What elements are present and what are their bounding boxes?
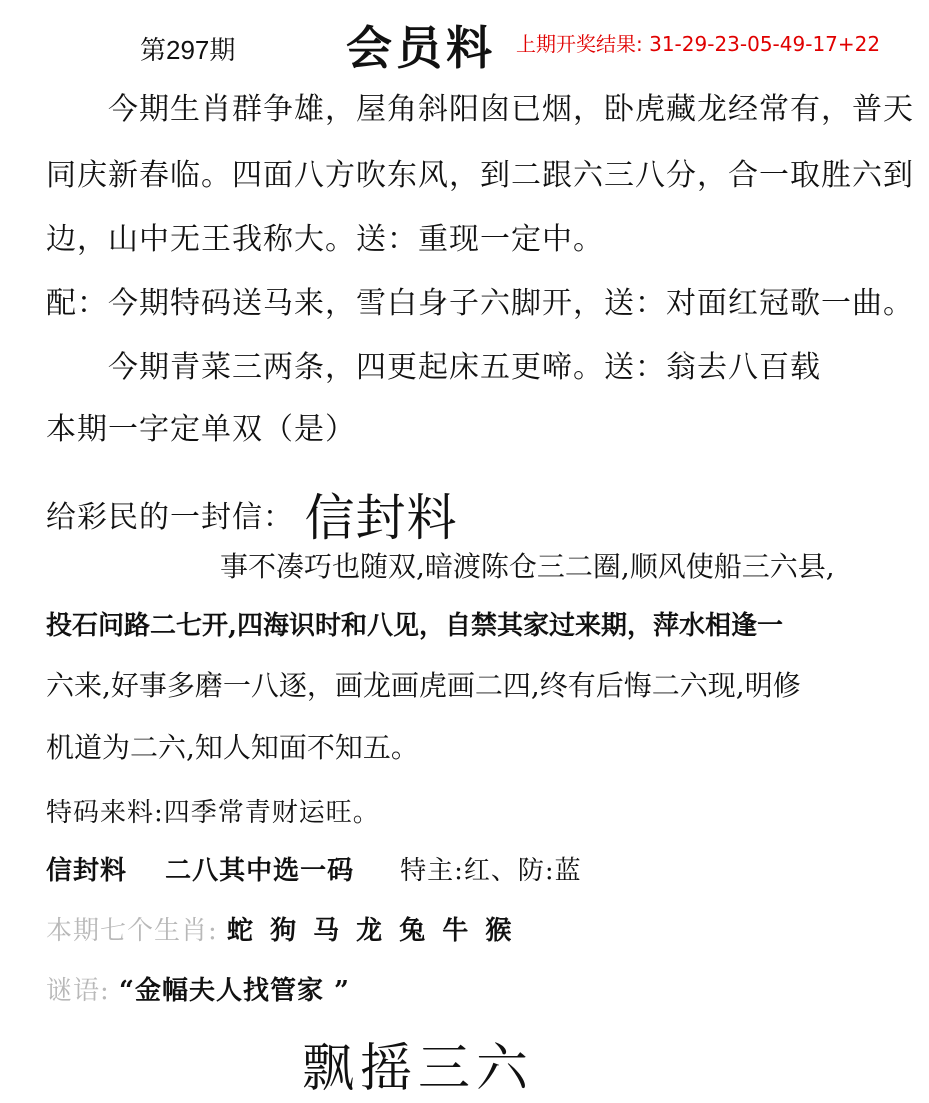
issue-number: 第297期 — [140, 35, 236, 65]
page-title: 会员料 — [346, 21, 496, 75]
footer-big-title: 飘摇三六 — [302, 1039, 535, 1099]
poem-line-2: 同庆新春临。四面八方吹东风，到二跟六三八分，合一取胜六到 — [46, 158, 914, 193]
last-result-value: 31-29-23-05-49-17+22 — [649, 32, 881, 56]
letter-line-2: 投石问路二七开,四海识时和八见，自禁其家过来期，萍水相逢一 — [46, 611, 784, 641]
riddle-label: 谜语: — [46, 976, 110, 1006]
letter-line-4: 机道为二六,知人知面不知五。 — [46, 731, 419, 764]
zodiac-row — [46, 910, 515, 947]
envelope-pick: 二八其中选一码 — [165, 856, 355, 886]
poem-line-3: 边，山中无王我称大。送：重现一定中。 — [46, 222, 604, 257]
letter-line-3: 六来,好事多磨一八逐，画龙画虎画二四,终有后悔二六现,明修 — [46, 669, 801, 702]
letter-big-title: 信封料 — [304, 489, 458, 547]
single-double: 本期一字定单双（是） — [46, 412, 356, 447]
envelope-main: 特主:红、防:蓝 — [400, 856, 582, 886]
letter-prefix: 给彩民的一封信： — [46, 500, 294, 535]
last-result — [516, 28, 880, 57]
zodiac-animals: 蛇 狗 马 龙 兔 牛 猴 — [227, 916, 516, 946]
poem-line-1: 今期生肖群争雄，屋角斜阳囱已烟，卧虎藏龙经常有，普天 — [108, 92, 914, 127]
special-source: 特码来料:四季常青财运旺。 — [46, 798, 380, 828]
zodiac-label: 本期七个生肖: — [46, 916, 218, 946]
letter-line-1: 事不凑巧也随双,暗渡陈仓三二圈,顺风使船三六县, — [220, 550, 835, 583]
poem-line-4: 配：今期特码送马来，雪白身子六脚开，送：对面红冠歌一曲。 — [46, 286, 914, 321]
poem-line-5: 今期青菜三两条，四更起床五更啼。送：翁去八百载 — [108, 350, 821, 385]
letter-heading — [46, 470, 458, 547]
envelope-row — [46, 850, 582, 887]
riddle-row — [46, 970, 350, 1007]
envelope-label: 信封料 — [46, 856, 128, 886]
last-result-label: 上期开奖结果: — [516, 32, 643, 56]
riddle-text: “金幅夫人找管家 ” — [119, 976, 350, 1006]
